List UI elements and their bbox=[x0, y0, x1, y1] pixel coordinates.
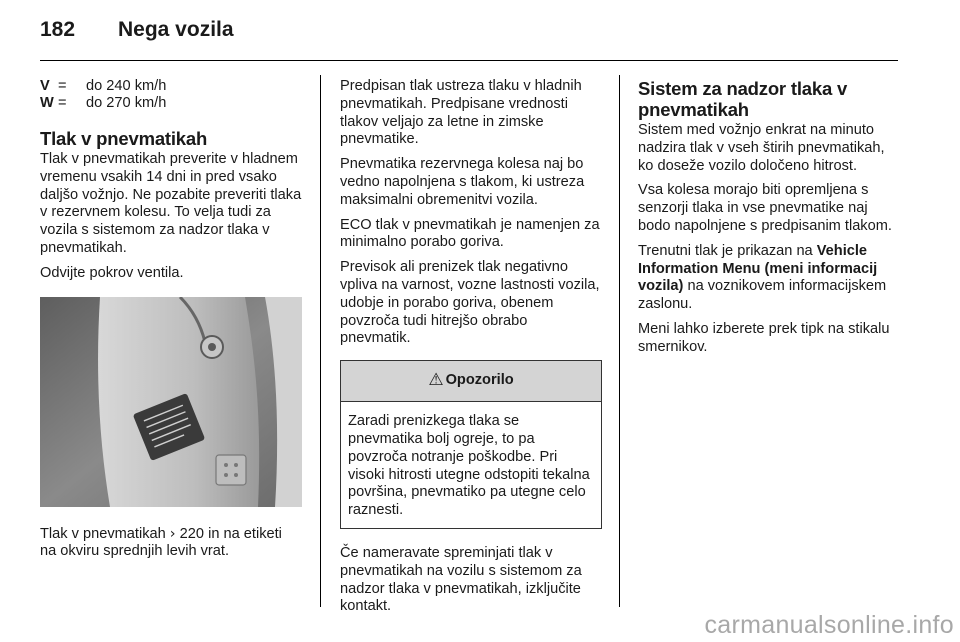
caption-text: 220 in na etiketi na okviru sprednjih levih vrat. bbox=[40, 525, 282, 560]
speed-value: do 240 km/h bbox=[86, 78, 167, 94]
warning-title: Opozorilo bbox=[445, 372, 514, 389]
paragraph: Meni lahko izberete prek tipk na stikalu smernikov. bbox=[638, 320, 890, 355]
watermark: carmanualsonline.info bbox=[704, 611, 954, 639]
tire-pressure-label-photo bbox=[40, 297, 302, 507]
paragraph: Previsok ali prenizek tlak negativno vpliva na varnost, vozne lastnosti vozila, udobje in porabo goriva, obenem povzroča tudi hitrejšo obrabo pnevmatik. bbox=[340, 259, 600, 347]
warning-header bbox=[341, 361, 601, 402]
warning-box bbox=[340, 360, 602, 529]
warning-triangle-icon: ⚠ bbox=[428, 370, 444, 391]
speed-letter: V bbox=[40, 78, 50, 94]
speed-value: do 270 km/h bbox=[86, 95, 167, 111]
header-rule bbox=[40, 60, 898, 61]
paragraph bbox=[638, 243, 900, 314]
paragraph: Sistem med vožnjo enkrat na minuto nadzira tlak v vseh štirih pnevmatikah, ko doseže vozilo določeno hitrost. bbox=[638, 122, 885, 174]
speed-letter: W bbox=[40, 95, 54, 111]
section-heading-tpms: Sistem za nadzor tlaka v pnevmatikah bbox=[638, 78, 848, 120]
speed-equals: = bbox=[58, 95, 67, 111]
paragraph: ECO tlak v pnevmatikah je namenjen za minimalno porabo goriva. bbox=[340, 216, 600, 251]
column-3 bbox=[638, 78, 900, 364]
column-divider-left bbox=[320, 75, 321, 607]
paragraph: Vsa kolesa morajo biti opremljena s senzorji tlaka in vse pnevmatike naj bodo napolnjene s predpisanim tlakom. bbox=[638, 182, 892, 234]
page-reference-icon: › bbox=[169, 524, 176, 542]
section-heading-tire-pressure: Tlak v pnevmatikah bbox=[40, 128, 208, 149]
paragraph: Odvijte pokrov ventila. bbox=[40, 264, 184, 281]
speed-rating-row bbox=[40, 95, 302, 112]
paragraph-text: Trenutni tlak je prikazan na bbox=[638, 242, 817, 259]
caption-text: Tlak v pnevmatikah bbox=[40, 525, 170, 542]
column-2 bbox=[340, 78, 602, 623]
column-1 bbox=[40, 78, 302, 568]
door-frame-illustration bbox=[40, 297, 302, 507]
warning-text: Zaradi prenizkega tlaka se pnevmatika bolj ogreje, to pa povzroča notranje poškodbe. Pri visoki hitrosti utegne odstopiti tekalna površina, pnevmatiko pa utegne celo raznesti. bbox=[348, 413, 590, 519]
column-divider-right bbox=[619, 75, 620, 607]
chapter-title: Nega vozila bbox=[118, 18, 234, 41]
menu-name: Vehicle Information Menu (meni informacij vozila) bbox=[638, 242, 878, 295]
paragraph-text: na voznikovem informacijskem zaslonu. bbox=[638, 278, 887, 313]
paragraph: Predpisan tlak ustreza tlaku v hladnih pnevmatikah. Predpisane vrednosti tlakov veljajo za letne in zimske pnevmatike. bbox=[340, 78, 582, 148]
photo-caption bbox=[40, 525, 302, 562]
page-number: 182 bbox=[40, 18, 76, 41]
speed-rating-row bbox=[40, 78, 302, 95]
paragraph: Tlak v pnevmatikah preverite v hladnem vremenu vsakih 14 dni in pred vsako daljšo vožnjo. Ne pozabite preveriti tlaka v rezervnem kolesu. To velja tudi za vozila s sistemom za nadzor tlaka v pnevmatikah. bbox=[40, 151, 302, 256]
paragraph: Pnevmatika rezervnega kolesa naj bo vedno napolnjena s tlakom, ki ustreza maksimalni obremenitvi vozila. bbox=[340, 156, 585, 208]
speed-equals: = bbox=[58, 78, 67, 94]
paragraph: Če nameravate spreminjati tlak v pnevmatikah na vozilu s sistemom za nadzor tlaka v pnevmatikah, izključite kontakt. bbox=[340, 544, 582, 615]
